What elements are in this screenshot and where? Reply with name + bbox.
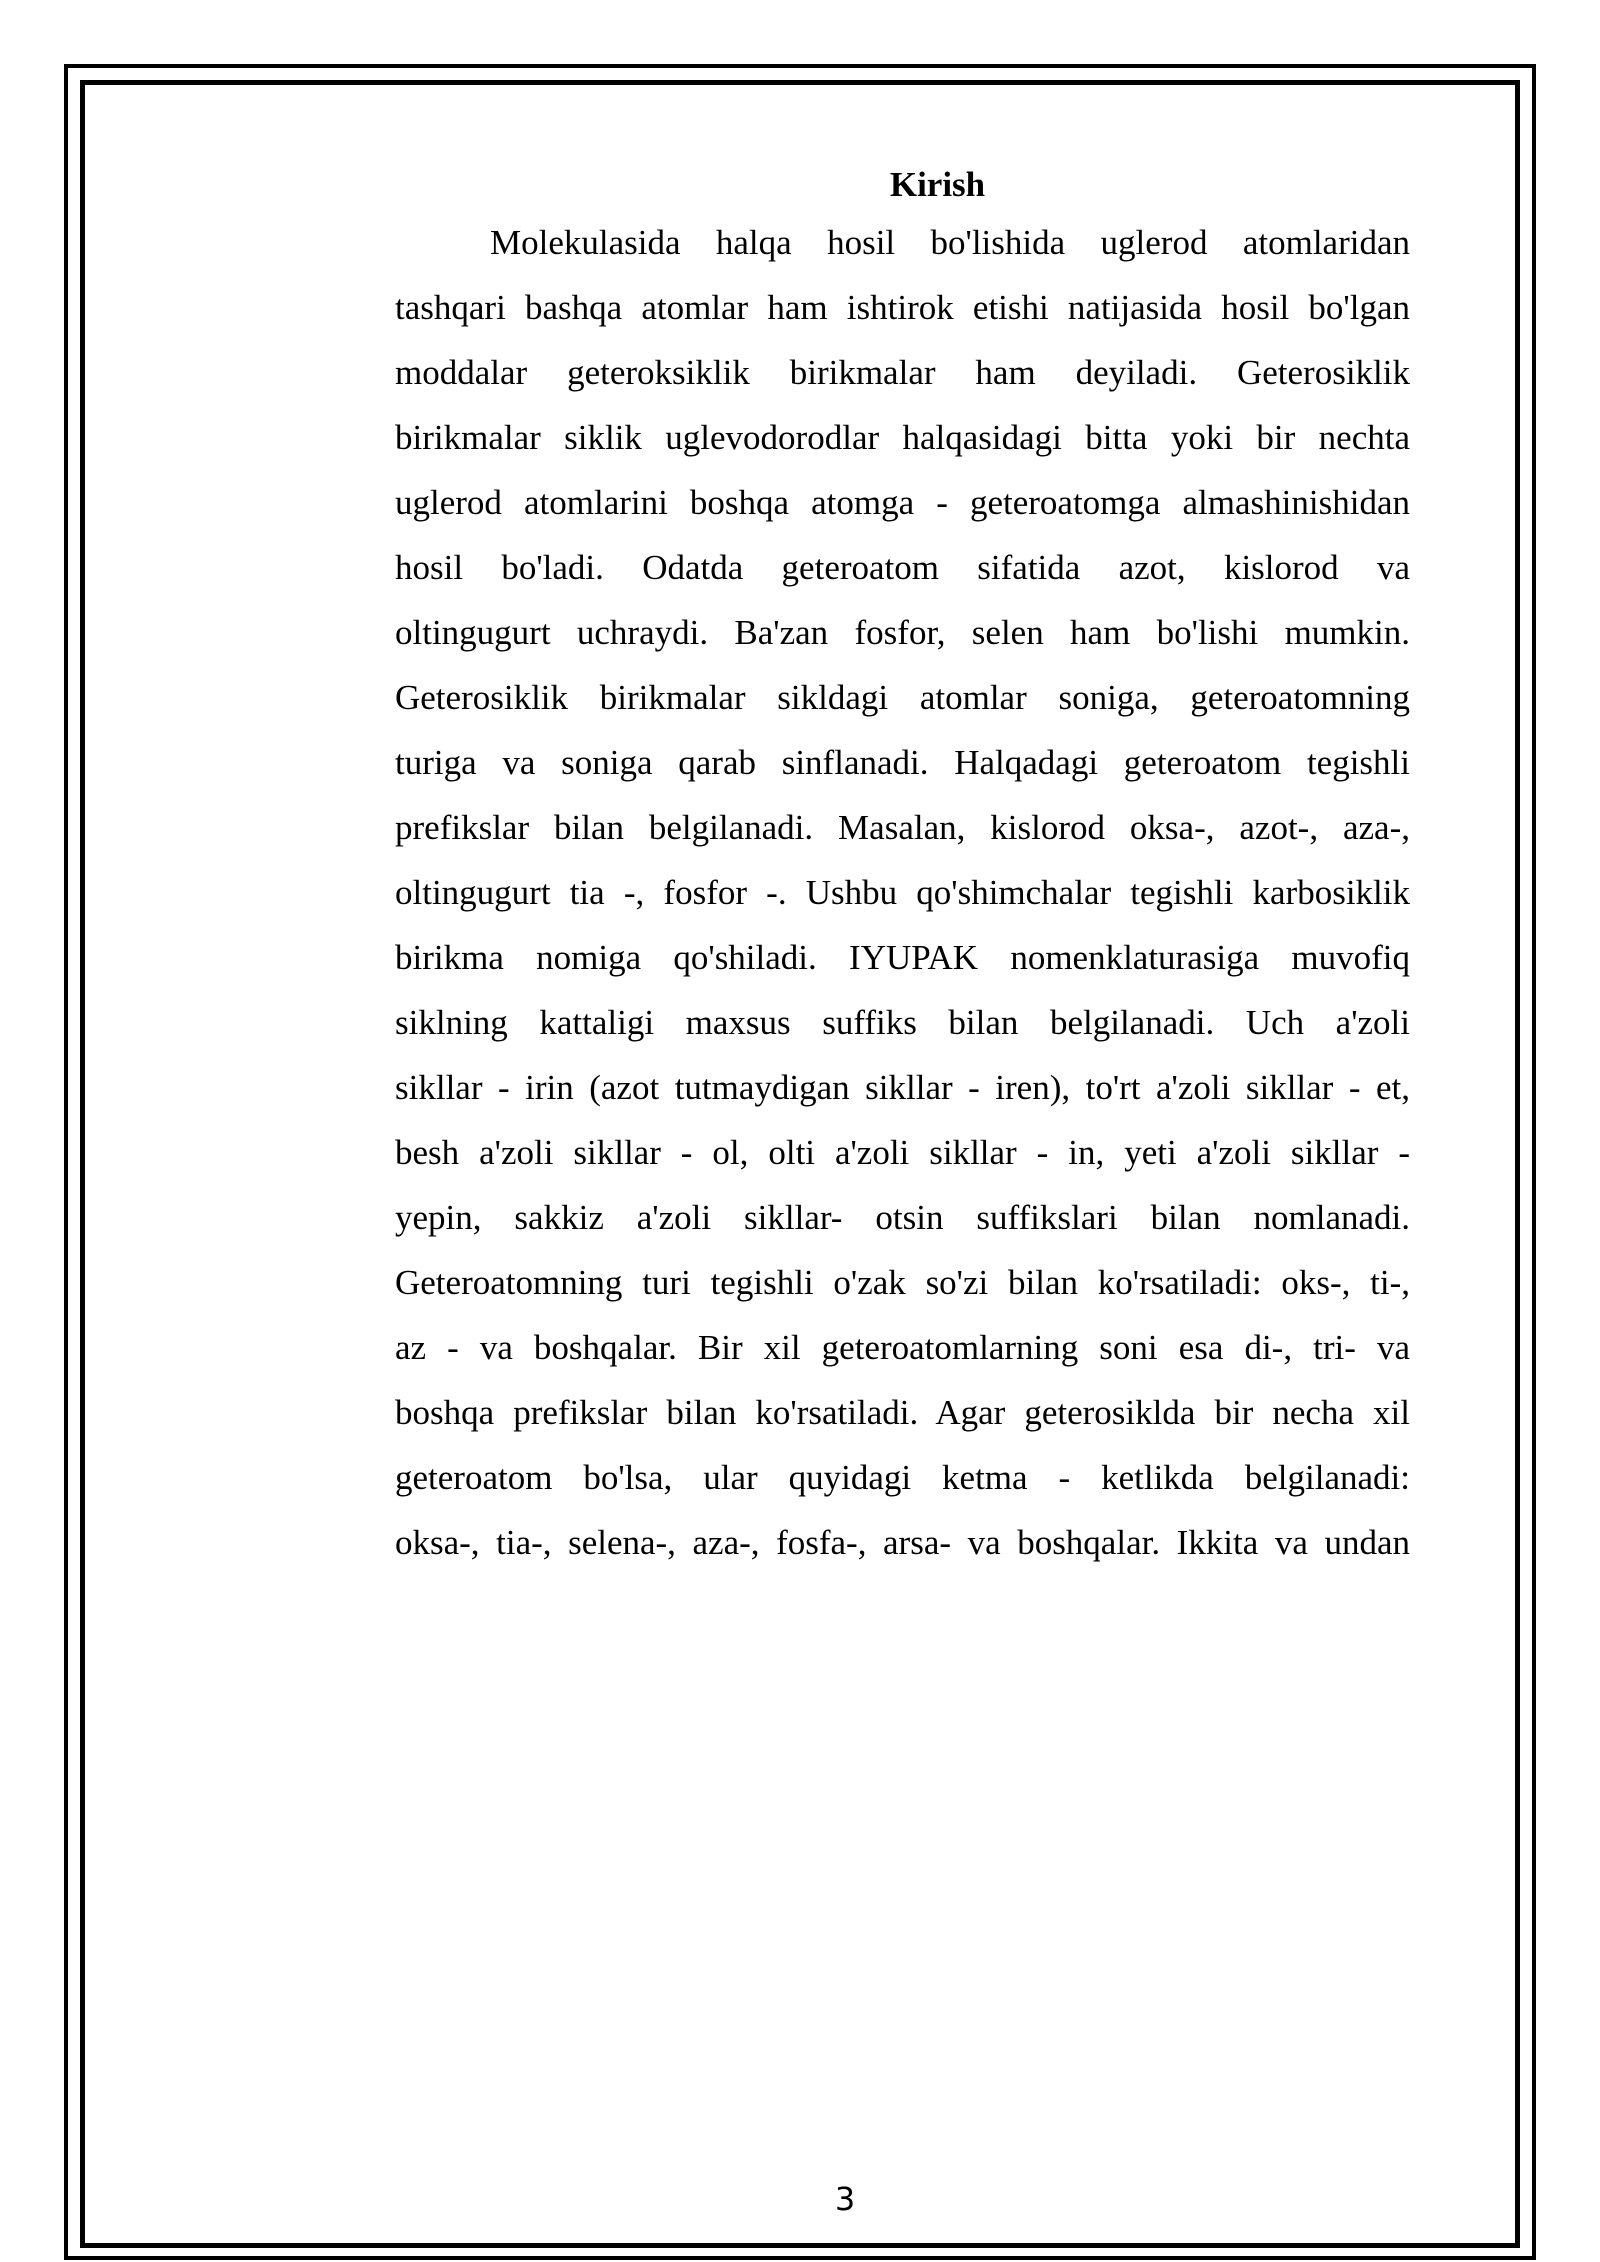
text-line: siklning kattaligi maxsus suffiks bilan belgilanadi. Uch a'zoli xyxy=(395,1003,1410,1042)
text-line: tashqari bashqa atomlar ham ishtirok etishi natijasida hosil bo'lgan xyxy=(395,288,1410,327)
text-line: moddalar geteroksiklik birikmalar ham deyiladi. Geterosiklik xyxy=(395,353,1410,392)
text-line: Molekulasida halqa hosil bo'lishida uglerod atomlaridan xyxy=(490,223,1410,262)
text-line: oksa-, tia-, selena-, aza-, fosfa-, arsa- va boshqalar. Ikkita va undan xyxy=(395,1523,1410,1562)
body-paragraph xyxy=(395,210,1410,1575)
text-line: boshqa prefikslar bilan ko'rsatiladi. Agar geterosiklda bir necha xil xyxy=(395,1393,1410,1432)
text-line: sikllar - irin (azot tutmaydigan sikllar - iren), to'rt a'zoli sikllar - et, xyxy=(395,1068,1410,1107)
text-line: geteroatom bo'lsa, ular quyidagi ketma - ketlikda belgilanadi: xyxy=(395,1458,1410,1497)
page-number: 3 xyxy=(834,2180,856,2218)
text-line: yepin, sakkiz a'zoli sikllar- otsin suffikslari bilan nomlanadi. xyxy=(395,1198,1410,1237)
text-line: az - va boshqalar. Bir xil geteroatomlarning soni esa di-, tri- va xyxy=(395,1328,1410,1367)
text-line: hosil bo'ladi. Odatda geteroatom sifatida azot, kislorod va xyxy=(395,548,1410,587)
page-title: Kirish xyxy=(889,165,986,204)
text-line: birikma nomiga qo'shiladi. IYUPAK nomenklaturasiga muvofiq xyxy=(395,938,1410,977)
text-line: Geterosiklik birikmalar sikldagi atomlar soniga, geteroatomning xyxy=(395,678,1410,717)
text-line: oltingugurt uchraydi. Ba'zan fosfor, selen ham bo'lishi mumkin. xyxy=(395,613,1410,652)
text-line: prefikslar bilan belgilanadi. Masalan, kislorod oksa-, azot-, aza-, xyxy=(395,808,1410,847)
text-line: besh a'zoli sikllar - ol, olti a'zoli sikllar - in, yeti a'zoli sikllar - xyxy=(395,1133,1410,1172)
page-content xyxy=(395,160,1410,1575)
text-line: Geteroatomning turi tegishli o'zak so'zi bilan ko'rsatiladi: oks-, ti-, xyxy=(395,1263,1410,1302)
text-line: turiga va soniga qarab sinflanadi. Halqadagi geteroatom tegishli xyxy=(395,743,1410,782)
text-line: uglerod atomlarini boshqa atomga - geteroatomga almashinishidan xyxy=(395,483,1410,522)
text-line: oltingugurt tia -, fosfor -. Ushbu qo'shimchalar tegishli karbosiklik xyxy=(395,873,1410,912)
text-line: birikmalar siklik uglevodorodlar halqasidagi bitta yoki bir nechta xyxy=(395,418,1410,457)
